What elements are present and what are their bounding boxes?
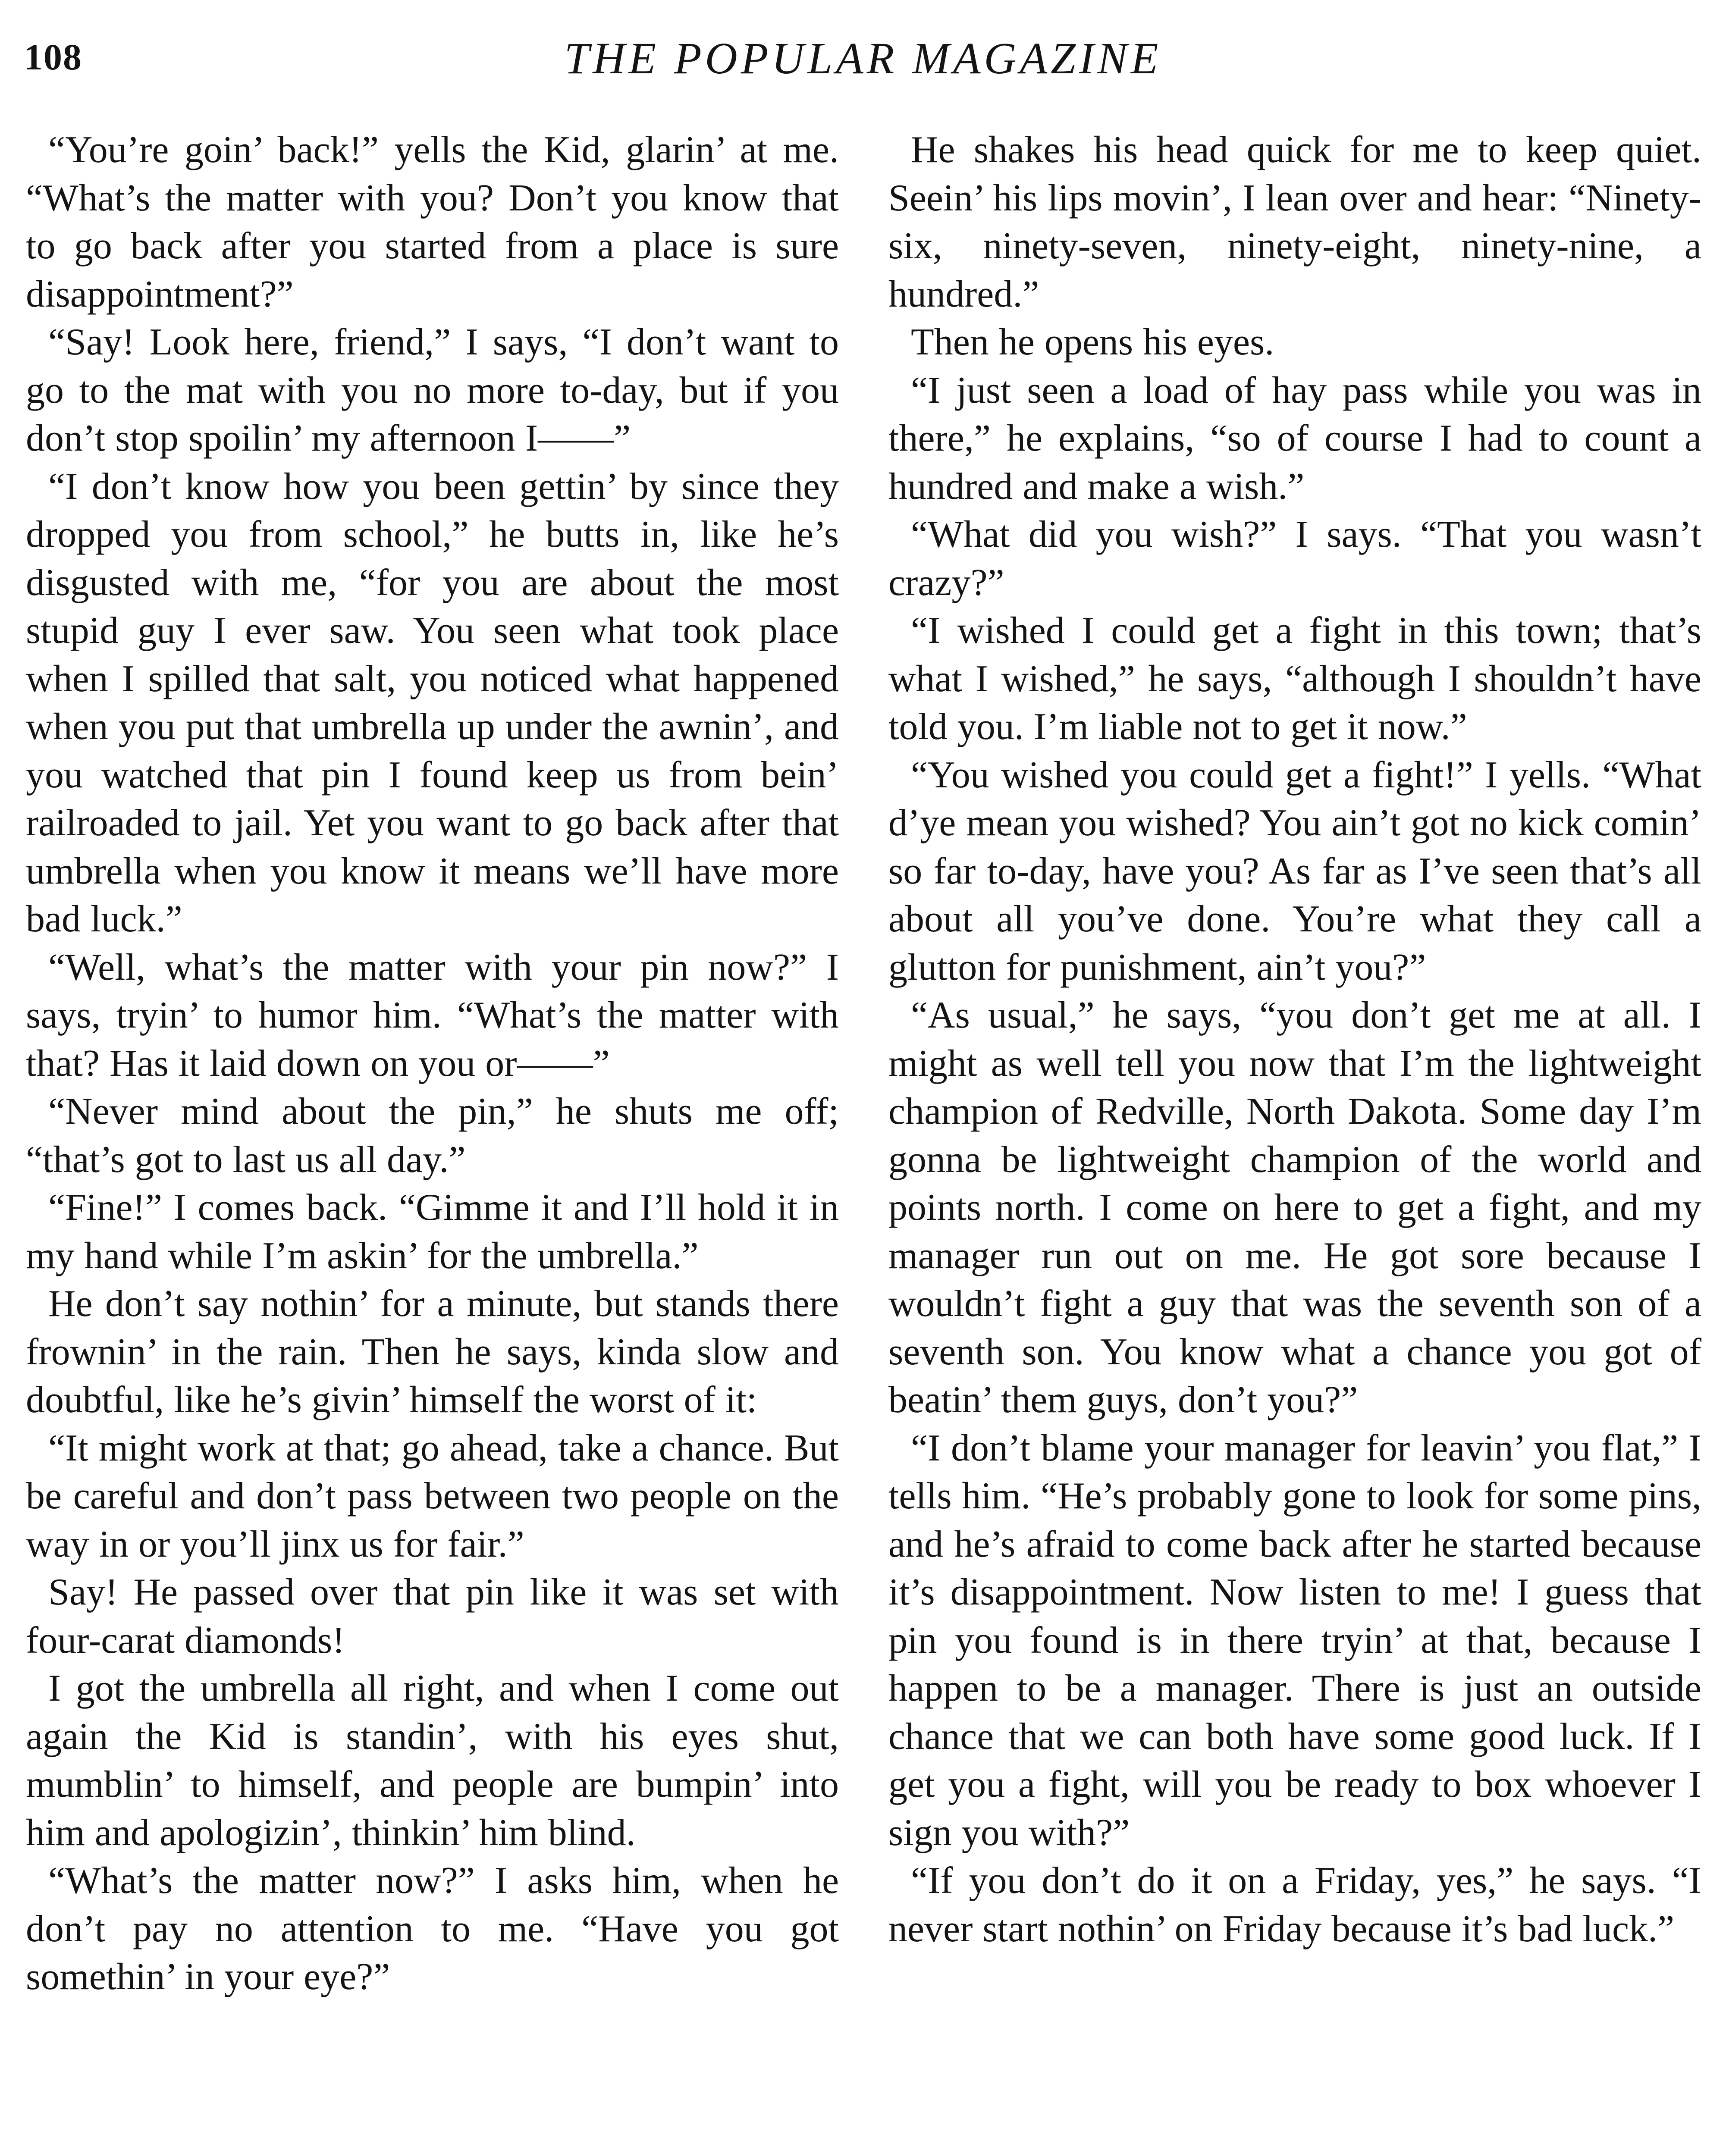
paragraph: He shakes his head quick for me to keep quiet. Seein’ his lips movin’, I lean over and hear: “Ninety-six, ninety-seven, ninety-eight, ninety-nine, a hundred.” (888, 129, 1701, 315)
paragraph: “I wished I could get a fight in this town; that’s what I wished,” he says, “although I shouldn’t have told you. I’m liable not to get it now.” (888, 610, 1701, 748)
paragraph: “Fine!” I comes back. “Gimme it and I’ll hold it in my hand while I’m askin’ for the umbrella.” (26, 1187, 839, 1277)
paragraph: “What did you wish?” I says. “That you wasn’t crazy?” (888, 514, 1701, 604)
page-number: 108 (24, 36, 82, 78)
right-column (888, 126, 1701, 2156)
paragraph: “Never mind about the pin,” he shuts me off; “that’s got to last us all day.” (26, 1091, 839, 1181)
paragraph: “I just seen a load of hay pass while you was in there,” he explains, “so of course I had to count a hundred and make a wish.” (888, 369, 1701, 508)
left-column (26, 126, 839, 2156)
paragraph: “Well, what’s the matter with your pin now?” I says, tryin’ to humor him. “What’s the matter with that? Has it laid down on you or——” (26, 946, 839, 1084)
paragraph: “I don’t know how you been gettin’ by since they dropped you from school,” he butts in, like he’s disgusted with me, “for you are about the most stupid guy I ever saw. You seen what took place when I spilled that salt, you noticed what happened when you put that umbrella up under the awnin’, and you watched that pin I found keep us from bein’ railroaded to jail. Yet you want to go back after that umbrella when you know it means we’ll have more bad luck.” (26, 465, 839, 940)
paragraph: “If you don’t do it on a Friday, yes,” he says. “I never start nothin’ on Friday because it’s bad luck.” (888, 1860, 1701, 1950)
paragraph: “I don’t blame your manager for leavin’ you flat,” I tells him. “He’s probably gone to look for some pins, and he’s afraid to come back after he started because it’s disappointment. Now listen to me! I guess that pin you found is in there tryin’ at that, because I happen to be a manager. There is just an outside chance that we can both have some good luck. If I get you a fight, will you be ready to box whoever I sign you with?” (888, 1427, 1701, 1854)
paragraph: “It might work at that; go ahead, take a chance. But be careful and don’t pass between two people on the way in or you’ll jinx us for fair.” (26, 1427, 839, 1565)
paragraph: He don’t say nothin’ for a minute, but stands there frownin’ in the rain. Then he says, kinda slow and doubtful, like he’s givin’ himself the worst of it: (26, 1283, 839, 1421)
paragraph: Say! He passed over that pin like it was set with four-carat diamonds! (26, 1571, 839, 1661)
paragraph: “You wished you could get a fight!” I yells. “What d’ye mean you wished? You ain’t got no kick comin’ so far to-day, have you? As far as I’ve seen that’s all about all you’ve done. You’re what they call a glutton for punishment, ain’t you?” (888, 754, 1701, 988)
paragraph: “What’s the matter now?” I asks him, when he don’t pay no attention to me. “Have you got somethin’ in your eye?” (26, 1860, 839, 1998)
paragraph: “Say! Look here, friend,” I says, “I don’t want to go to the mat with you no more to-day, but if you don’t stop spoilin’ my afternoon I——” (26, 321, 839, 459)
paragraph: I got the umbrella all right, and when I come out again the Kid is standin’, with his eyes shut, mumblin’ to himself, and people are bumpin’ into him and apologizin’, thinkin’ him blind. (26, 1667, 839, 1854)
paragraph: “You’re goin’ back!” yells the Kid, glarin’ at me. “What’s the matter with you? Don’t you know that to go back after you started from a place is sure disappointment?” (26, 129, 839, 315)
paragraph: Then he opens his eyes. (911, 321, 1274, 363)
paragraph: “As usual,” he says, “you don’t get me at all. I might as well tell you now that I’m the lightweight champion of Redville, North Dakota. Some day I’m gonna be lightweight champion of the world and points north. I come on here to get a fight, and my manager run out on me. He got sore because I wouldn’t fight a guy that was the seventh son of a seventh son. You know what a chance you got of beatin’ them guys, don’t you?” (888, 994, 1701, 1421)
running-title: THE POPULAR MAGAZINE (564, 34, 1162, 83)
page-header (0, 0, 1726, 99)
